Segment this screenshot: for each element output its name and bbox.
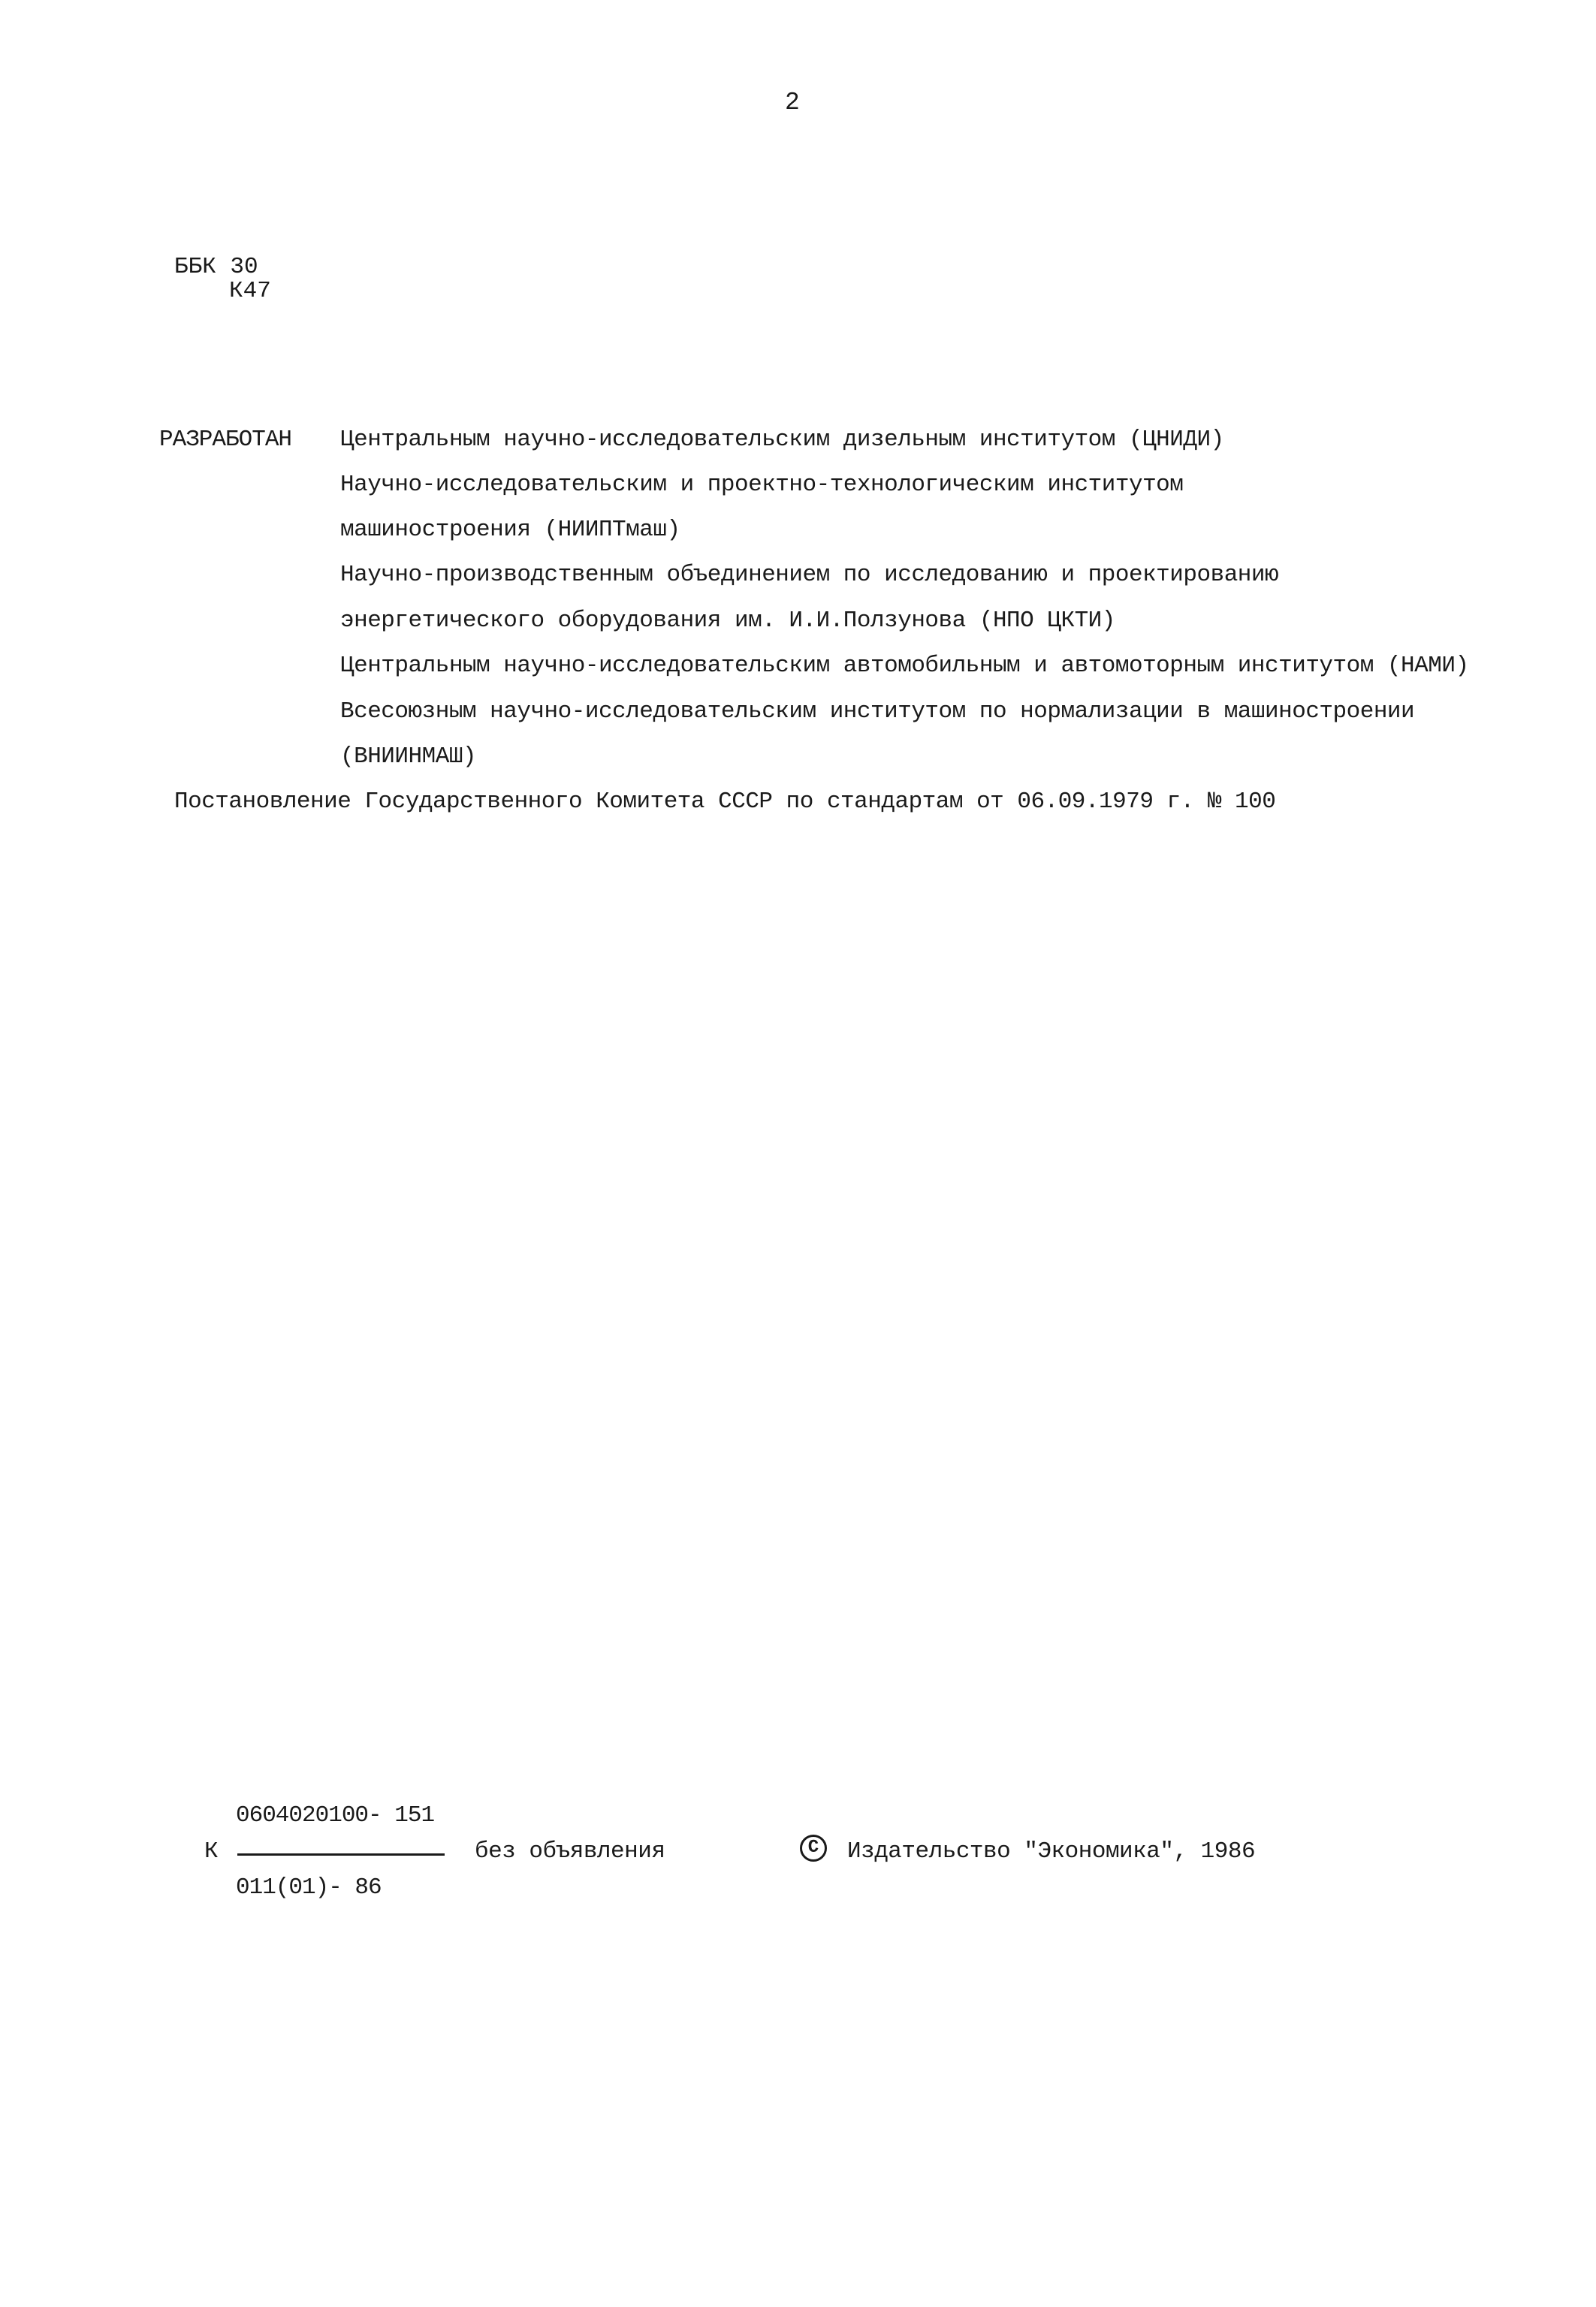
copyright-icon: C bbox=[800, 1835, 827, 1862]
developer-line: Центральным научно-исследовательским автомобильным и автомоторным институтом (НАМИ) bbox=[340, 653, 1469, 679]
bbk-index: К47 bbox=[229, 278, 271, 304]
developer-line: машиностроения (НИИПТмаш) bbox=[340, 517, 680, 543]
developers-label: РАЗРАБОТАН bbox=[159, 427, 292, 453]
developer-line: Научно-производственным объединением по исследованию и проектированию bbox=[340, 562, 1279, 588]
developer-line: (ВНИИНМАШ) bbox=[340, 743, 477, 770]
publication-code-numerator: 0604020100- 151 bbox=[236, 1802, 435, 1829]
bbk-classification: ББК 30 bbox=[174, 254, 258, 280]
publication-code-letter: К bbox=[204, 1838, 219, 1865]
fraction-rule bbox=[237, 1853, 445, 1856]
copyright-text: Издательство "Экономика", 1986 bbox=[847, 1838, 1256, 1865]
developer-line: Всесоюзным научно-исследовательским институтом по нормализации в машиностроении bbox=[340, 698, 1415, 725]
developer-line: энергетического оборудования им. И.И.Ползунова (НПО ЦКТИ) bbox=[340, 608, 1115, 634]
page-number: 2 bbox=[785, 89, 800, 116]
developer-line: Центральным научно-исследовательским дизельным институтом (ЦНИДИ) bbox=[340, 427, 1224, 453]
resolution-statement: Постановление Государственного Комитета СССР по стандартам от 06.09.1979 г. № 100 bbox=[174, 789, 1276, 815]
publication-note: без объявления bbox=[475, 1838, 665, 1865]
developer-line: Научно-исследовательским и проектно-технологическим институтом bbox=[340, 472, 1184, 498]
publication-code-denominator: 011(01)- 86 bbox=[236, 1874, 382, 1901]
